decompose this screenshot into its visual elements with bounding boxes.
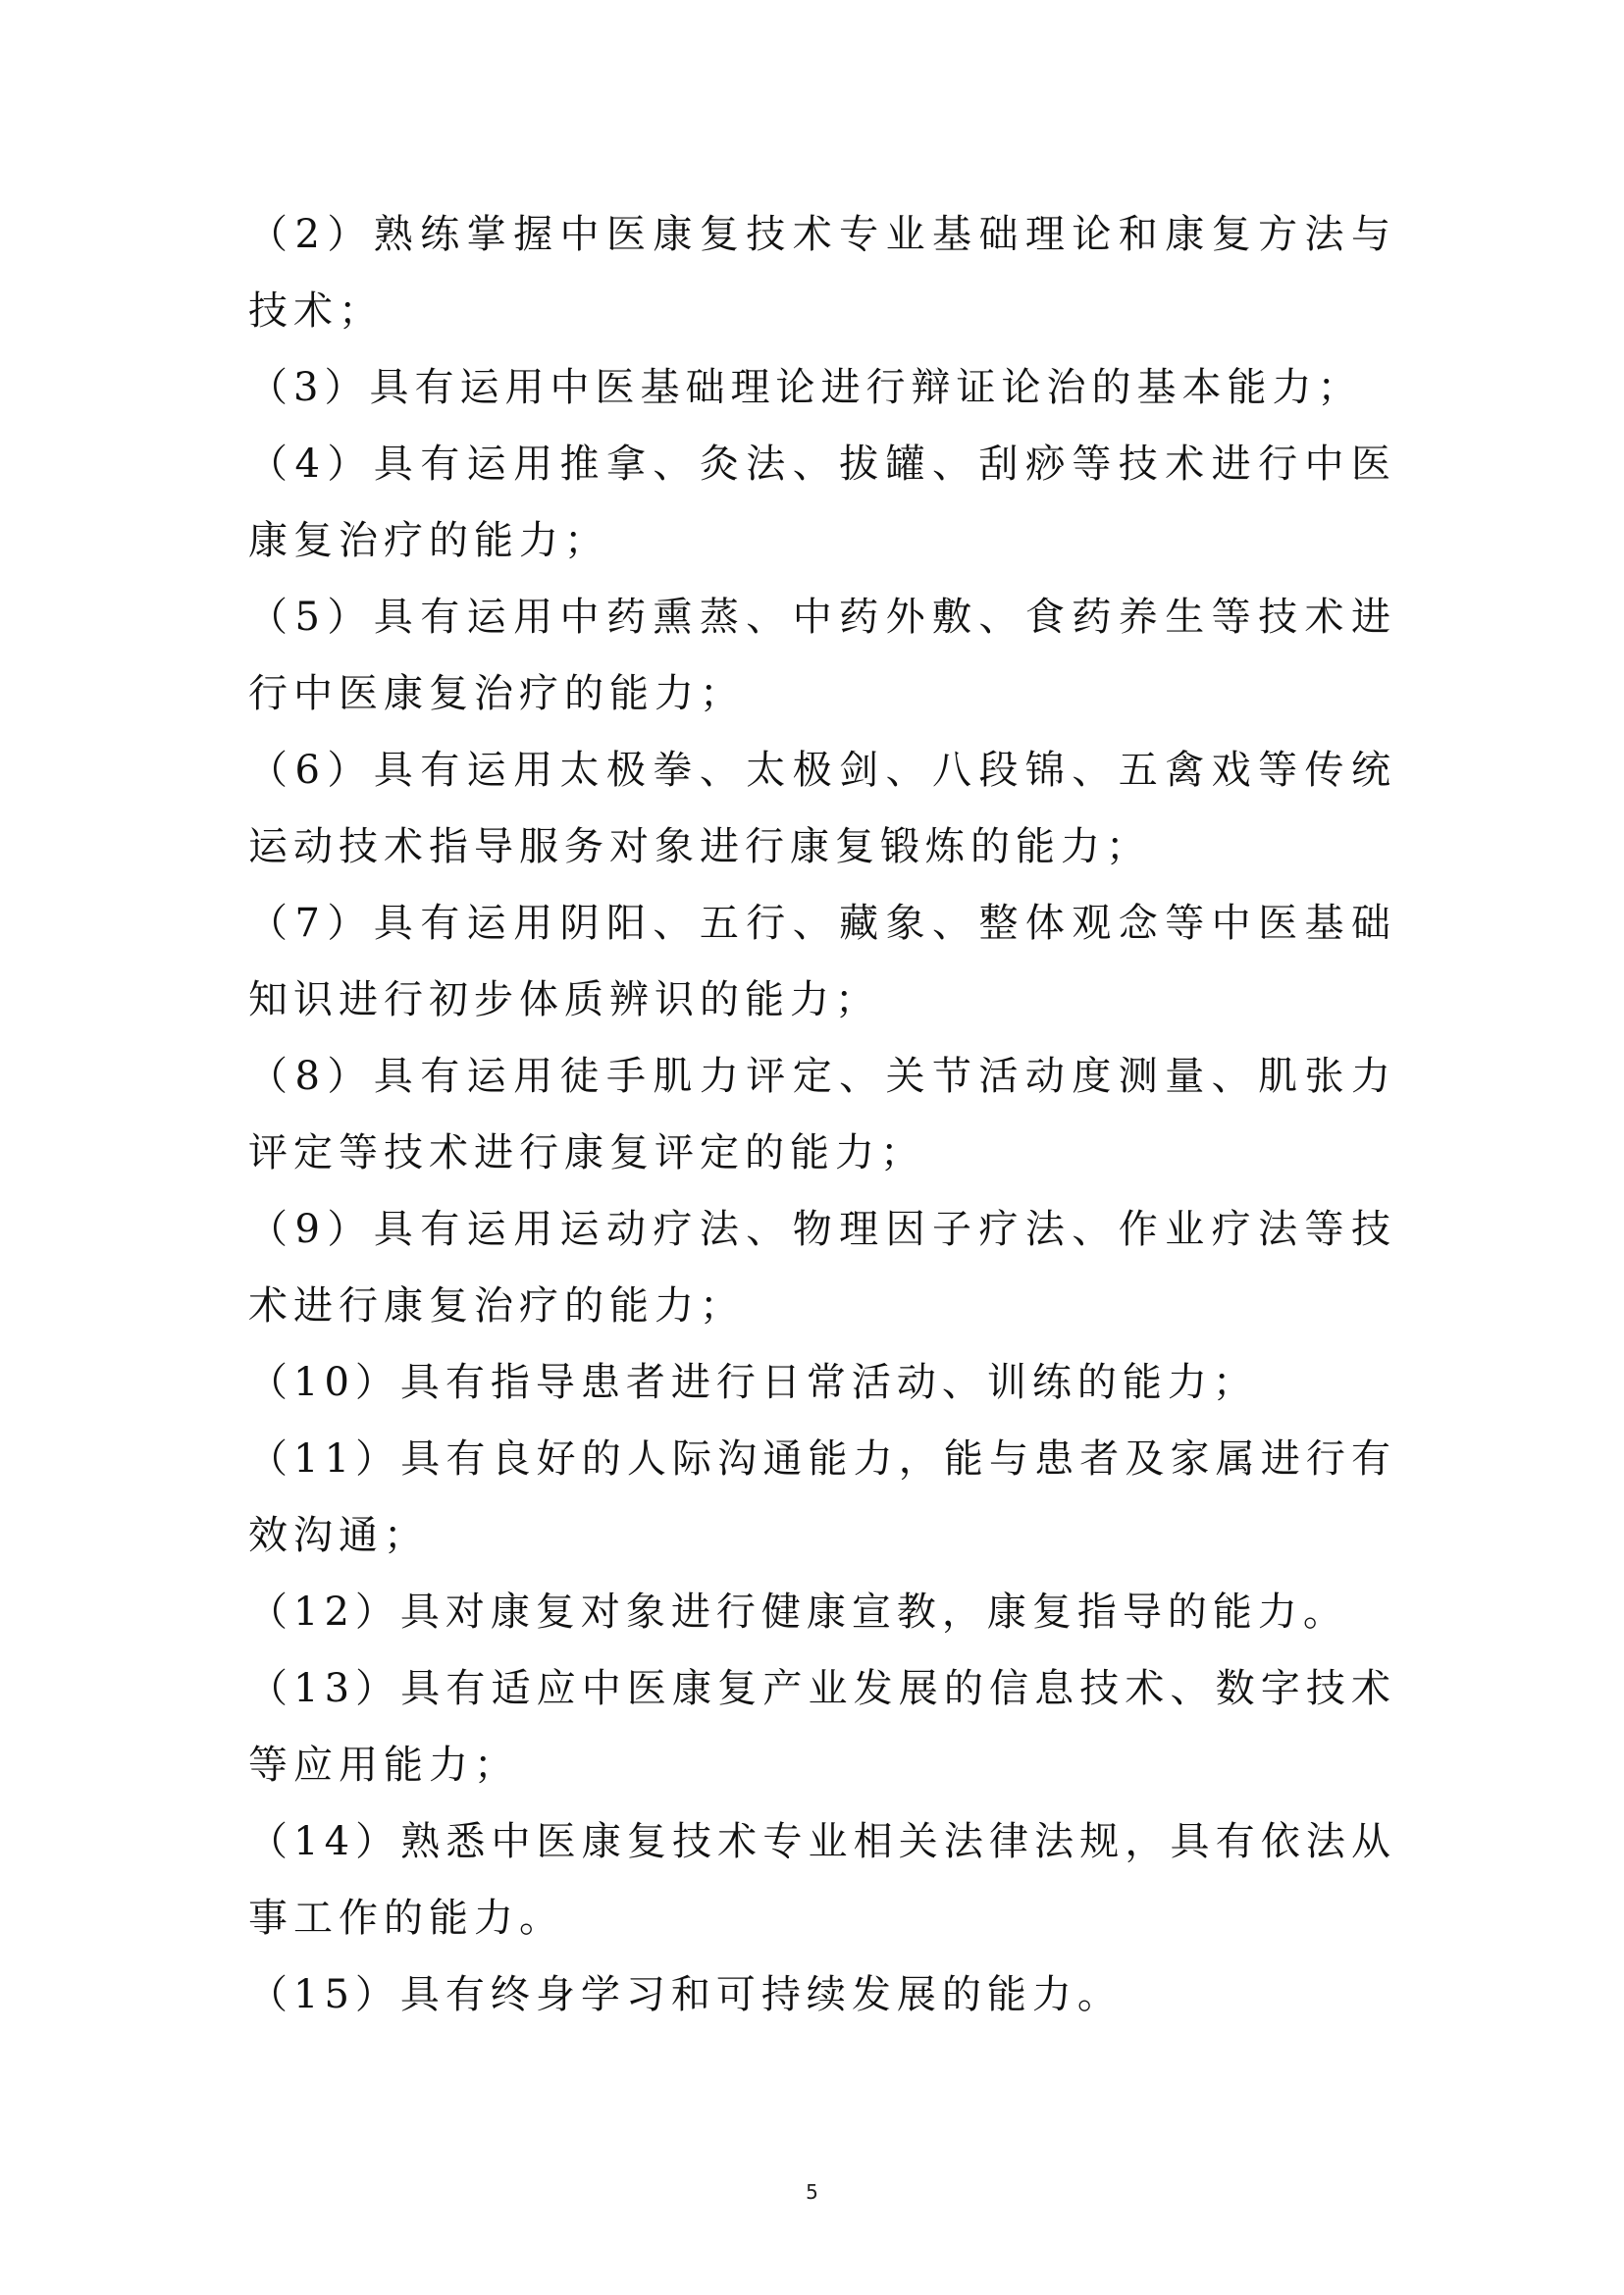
list-item: （6）具有运用太极拳、太极剑、八段锦、五禽戏等传统运动技术指导服务对象进行康复锻炼的能力； bbox=[248, 748, 1396, 869]
list-item: （5）具有运用中药熏蒸、中药外敷、食药养生等技术进行中医康复治疗的能力； bbox=[248, 595, 1396, 716]
list-item: （13）具有适应中医康复产业发展的信息技术、数字技术等应用能力； bbox=[248, 1666, 1396, 1788]
list-item: （10）具有指导患者进行日常活动、训练的能力； bbox=[248, 1360, 1258, 1405]
page-body bbox=[248, 196, 1396, 2033]
list-item: （8）具有运用徒手肌力评定、关节活动度测量、肌张力评定等技术进行康复评定的能力； bbox=[248, 1054, 1396, 1175]
list-item: （2）熟练掌握中医康复技术专业基础理论和康复方法与技术； bbox=[248, 212, 1396, 334]
list-item: （3）具有运用中医基础理论进行辩证论治的基本能力； bbox=[248, 365, 1363, 410]
page-number: 5 bbox=[806, 2180, 818, 2204]
list-item: （7）具有运用阴阳、五行、藏象、整体观念等中医基础知识进行初步体质辨识的能力； bbox=[248, 901, 1396, 1022]
list-item: （14）熟悉中医康复技术专业相关法律法规，具有依法从事工作的能力。 bbox=[248, 1819, 1396, 1941]
list-item: （4）具有运用推拿、灸法、拔罐、刮痧等技术进行中医康复治疗的能力； bbox=[248, 442, 1396, 563]
list-item: （12）具对康复对象进行健康宣教，康复指导的能力。 bbox=[248, 1590, 1348, 1635]
list-item: （9）具有运用运动疗法、物理因子疗法、作业疗法等技术进行康复治疗的能力； bbox=[248, 1207, 1396, 1329]
list-item: （15）具有终身学习和可持续发展的能力。 bbox=[248, 1972, 1123, 2017]
list-item: （11）具有良好的人际沟通能力，能与患者及家属进行有效沟通； bbox=[248, 1436, 1396, 1558]
